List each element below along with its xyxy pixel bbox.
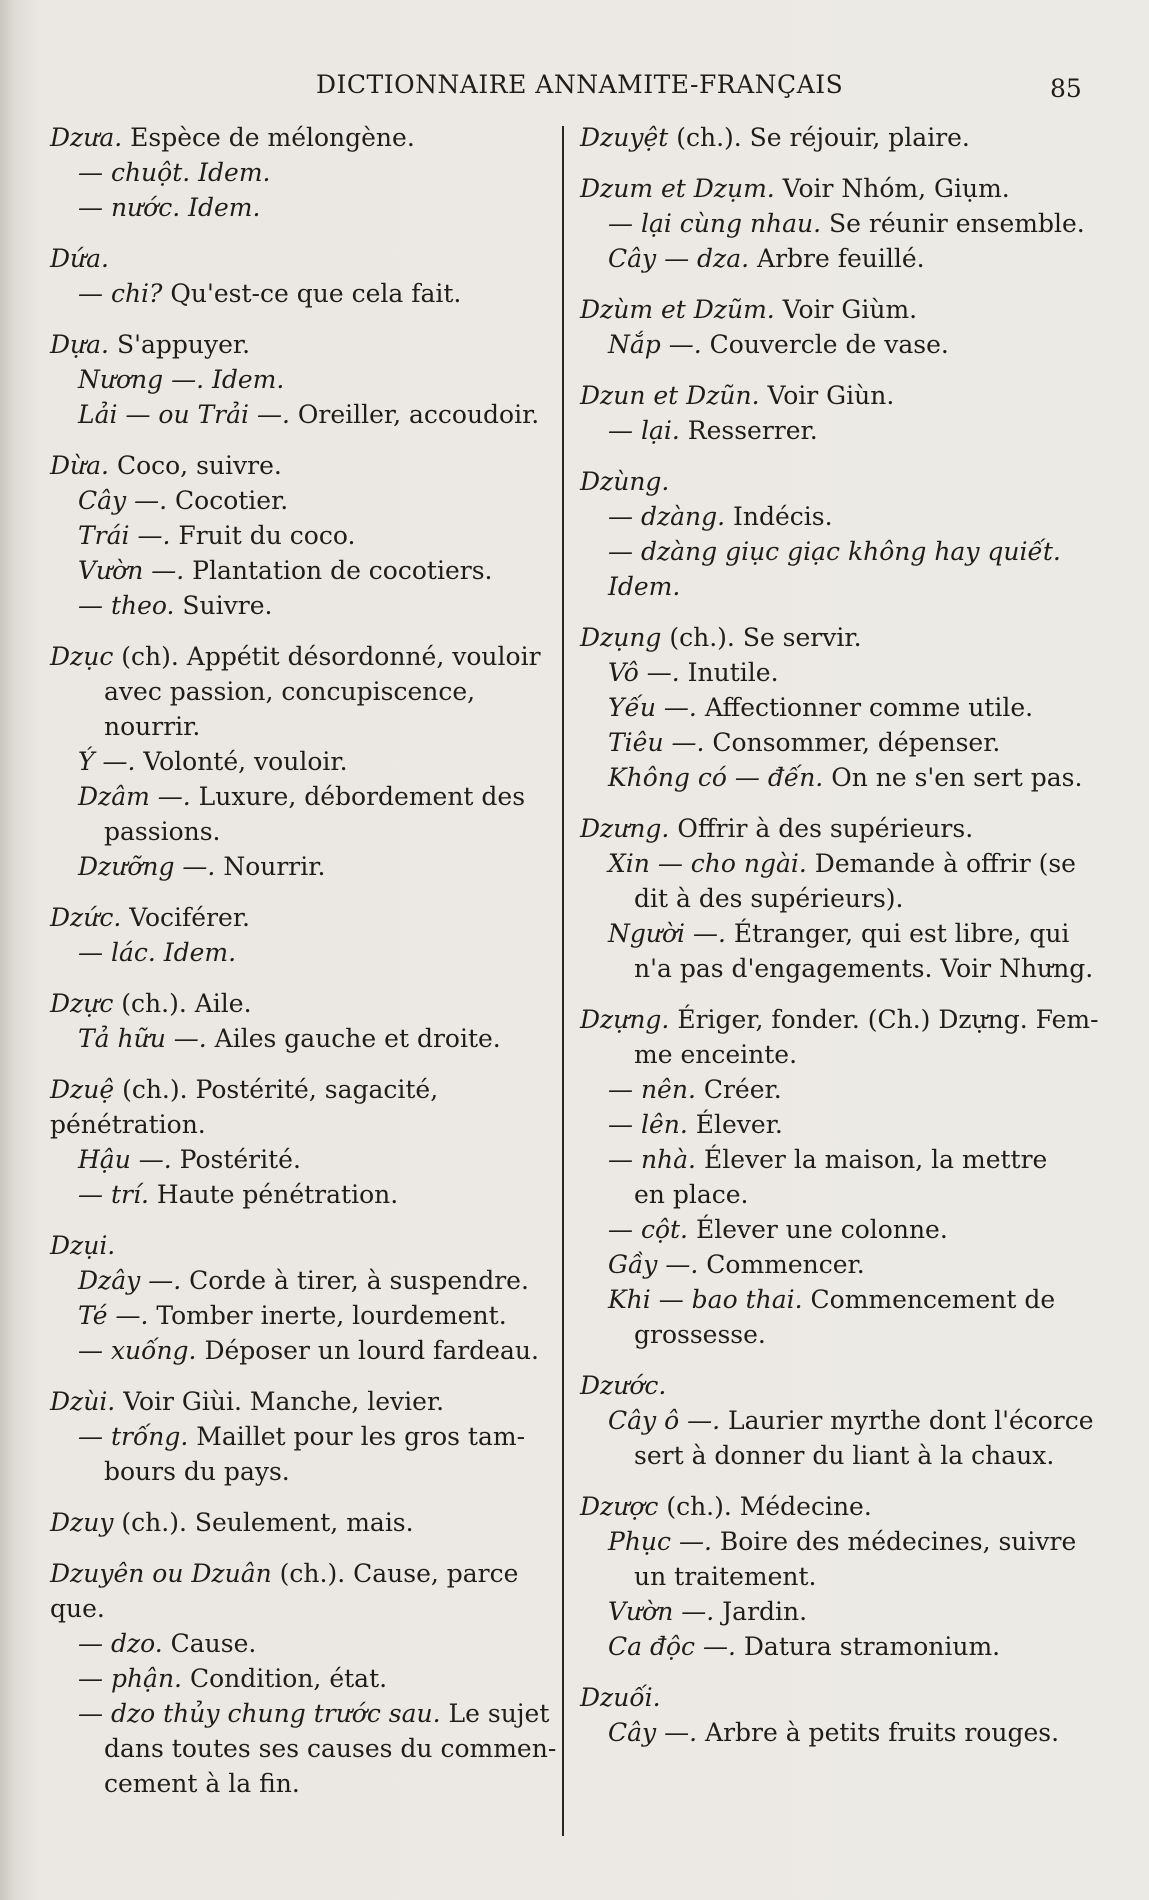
headword: Dzuyệt [580, 123, 669, 152]
sub-entry [50, 1333, 560, 1368]
entry-headline [50, 986, 560, 1021]
sub-entry [50, 588, 560, 623]
dictionary-entry [50, 1228, 560, 1368]
entry-headline [50, 241, 560, 276]
sub-entry [580, 499, 1100, 534]
dictionary-entry [50, 986, 560, 1056]
sub-entry-meaning: Idem. [155, 938, 237, 967]
sub-entry-term: — trống. [78, 1422, 189, 1451]
headword: Dzùm et Dzũm. [580, 295, 775, 324]
entry-headline [580, 378, 1100, 413]
sub-entry-meaning: Élever la maison, la mettre [696, 1145, 1048, 1174]
sub-entry [50, 155, 560, 190]
sub-entry-term: Nắp —. [608, 330, 702, 359]
dictionary-entry [50, 1556, 560, 1801]
sub-entry-meaning: Se réunir ensemble. [821, 209, 1085, 238]
definition: (ch.). Médecine. [658, 1492, 872, 1521]
entry-headline [50, 120, 560, 155]
sub-entry [580, 690, 1100, 725]
sub-entry [50, 397, 560, 432]
sub-entry-term: Ca độc —. [608, 1632, 736, 1661]
sub-entry-term: Cây —. [78, 486, 168, 515]
definition: (ch.). Se servir. [661, 623, 862, 652]
sub-entry-meaning: Déposer un lourd fardeau. [196, 1336, 539, 1365]
entry-headline [580, 1489, 1100, 1524]
sub-entry [580, 1403, 1100, 1438]
sub-entry-meaning: Arbre feuillé. [749, 244, 925, 273]
sub-entry [50, 1298, 560, 1333]
sub-entry [50, 1626, 560, 1661]
headword: Dzước. [580, 1371, 667, 1400]
headword: Dzực [50, 989, 114, 1018]
headword: Dứa. [50, 244, 109, 273]
sub-entry-term: Người —. [608, 919, 726, 948]
entry-headline [580, 171, 1100, 206]
sub-entry-meaning: Postérité. [171, 1145, 301, 1174]
entry-headline [50, 900, 560, 935]
sub-entry [580, 534, 1100, 604]
dictionary-entry [50, 900, 560, 970]
dictionary-entry [50, 639, 560, 884]
sub-entry [50, 190, 560, 225]
sub-entry-term: — chuột. [78, 158, 191, 187]
headword: Dzuệ [50, 1075, 115, 1104]
sub-entry-meaning: Tomber inerte, lourdement. [148, 1301, 507, 1330]
sub-entry-term: Dzưỡng —. [78, 852, 216, 881]
headword: Dzuối. [580, 1683, 661, 1712]
headword: Dzưng. [580, 814, 670, 843]
sub-entry [580, 916, 1100, 951]
sub-entry-meaning: Suivre. [174, 591, 273, 620]
sub-entry-meaning: Cocotier. [167, 486, 289, 515]
sub-entry-continuation: cement à la fin. [104, 1769, 300, 1798]
sub-entry-term: Vườn —. [78, 556, 185, 585]
dictionary-entry [50, 241, 560, 311]
sub-entry [580, 206, 1100, 241]
sub-entry-meaning: Inutile. [679, 658, 779, 687]
dictionary-entry [50, 120, 560, 225]
sub-entry-meaning: Arbre à petits fruits rouges. [697, 1718, 1060, 1747]
dictionary-entry [580, 120, 1100, 155]
definition: (ch). Appétit désordonné, vouloir [113, 642, 541, 671]
sub-entry [580, 1524, 1100, 1559]
dictionary-entry [580, 1489, 1100, 1664]
page-header [0, 70, 1149, 110]
sub-entry [50, 849, 560, 884]
dictionary-entry [580, 378, 1100, 448]
dictionary-entry [580, 620, 1100, 795]
sub-entry [50, 935, 560, 970]
dictionary-entry [580, 1680, 1100, 1750]
headword: Dzùi. [50, 1387, 116, 1416]
sub-entry-meaning: Fruit du coco. [170, 521, 356, 550]
sub-entry-term: Nương —. [78, 365, 205, 394]
entry-headline [50, 1505, 560, 1540]
sub-entry-meaning: Cause. [162, 1629, 257, 1658]
sub-entry [50, 744, 560, 779]
definition: (ch.). Cause, parce que. [50, 1559, 519, 1623]
sub-entry-meaning: Oreiller, accoudoir. [289, 400, 540, 429]
definition-continuation: me enceinte. [634, 1040, 798, 1069]
sub-entry-term: Dzâm —. [78, 782, 191, 811]
entry-headline [580, 1368, 1100, 1403]
sub-entry-term: Cây —. [608, 1718, 698, 1747]
entry-headline [580, 1002, 1100, 1037]
sub-entry-term: Vườn —. [608, 1597, 715, 1626]
headword: Dzục [50, 642, 114, 671]
headword: Dzựng. [580, 1005, 670, 1034]
headword: Dzum et Dzụm. [580, 174, 775, 203]
entry-headline [50, 1228, 560, 1263]
sub-entry [50, 1263, 560, 1298]
sub-entry-term: — lác. [78, 938, 156, 967]
sub-entry-term: — xuống. [78, 1336, 197, 1365]
definition: (ch.). Postérité, sagacité, pénétration. [50, 1075, 439, 1139]
dictionary-entry [50, 1384, 560, 1489]
sub-entry-continuation: dans toutes ses causes du commen- [104, 1734, 557, 1763]
sub-entry-term: Trái —. [78, 521, 171, 550]
sub-entry-meaning: Demande à offrir (se [806, 849, 1076, 878]
sub-entry-term: Khi — bao thai. [608, 1285, 803, 1314]
definition: Voir Giùi. Manche, levier. [115, 1387, 445, 1416]
sub-entry-term: Không có — đến. [608, 763, 824, 792]
sub-entry [50, 1661, 560, 1696]
sub-entry-meaning: Commencer. [698, 1250, 865, 1279]
sub-entry-meaning: Affectionner comme utile. [696, 693, 1034, 722]
headword: Dựa. [50, 330, 109, 359]
sub-entry-meaning: Datura stramonium. [735, 1632, 1001, 1661]
headword: Dừa. [50, 451, 109, 480]
sub-entry-term: — dzo. [78, 1629, 163, 1658]
sub-entry-meaning: Consommer, dépenser. [704, 728, 1001, 757]
sub-entry-term: — lên. [608, 1110, 688, 1139]
definition: Voir Nhóm, Giụm. [774, 174, 1010, 203]
entry-headline [580, 620, 1100, 655]
sub-entry-continuation: passions. [104, 817, 221, 846]
headword: Dzược [580, 1492, 659, 1521]
dictionary-entry [580, 464, 1100, 604]
page-number: 85 [1050, 74, 1082, 103]
entry-headline [580, 120, 1100, 155]
definition: Espèce de mélongène. [122, 123, 415, 152]
headword: Dzức. [50, 903, 122, 932]
sub-entry-meaning: Élever. [687, 1110, 783, 1139]
definition-continuation: avec passion, concupiscence, nourrir. [104, 677, 476, 741]
headword: Dzun et Dzũn. [580, 381, 760, 410]
entry-headline [50, 1072, 560, 1142]
sub-entry-term: — lại cùng nhau. [608, 209, 822, 238]
headword: Dzuy [50, 1508, 114, 1537]
dictionary-entry [580, 1368, 1100, 1473]
sub-entry-meaning: Jardin. [714, 1597, 808, 1626]
sub-entry [50, 1696, 560, 1731]
sub-entry-meaning: Nourrir. [215, 852, 326, 881]
entry-headline [50, 639, 560, 674]
sub-entry-continuation: un traitement. [634, 1562, 817, 1591]
sub-entry-meaning: Le sujet [440, 1699, 550, 1728]
sub-entry-meaning: Idem. [180, 193, 261, 222]
dictionary-entry [50, 1505, 560, 1540]
sub-entry-meaning: Maillet pour les gros tam- [188, 1422, 526, 1451]
sub-entry-meaning: Indécis. [725, 502, 833, 531]
sub-entry [580, 760, 1100, 795]
sub-entry [580, 327, 1100, 362]
column-divider [562, 126, 564, 1836]
definition: Vociférer. [121, 903, 250, 932]
headword: Dzùng. [580, 467, 670, 496]
sub-entry-continuation: dit à des supérieurs). [634, 884, 904, 913]
sub-entry-meaning: Resserrer. [679, 416, 818, 445]
sub-entry [580, 1247, 1100, 1282]
sub-entry-term: Té —. [78, 1301, 149, 1330]
definition: Voir Giùm. [774, 295, 918, 324]
definition: S'appuyer. [109, 330, 251, 359]
sub-entry [580, 846, 1100, 881]
sub-entry-meaning: Créer. [695, 1075, 782, 1104]
dictionary-entry [50, 448, 560, 623]
sub-entry [50, 553, 560, 588]
sub-entry-meaning: Étranger, qui est libre, qui [725, 919, 1070, 948]
sub-entry-continuation: n'a pas d'engagements. Voir Nhưng. [634, 954, 1094, 983]
sub-entry [580, 1212, 1100, 1247]
sub-entry-continuation: grossesse. [634, 1320, 766, 1349]
sub-entry [580, 413, 1100, 448]
sub-entry [580, 1594, 1100, 1629]
sub-entry-continuation: bours du pays. [104, 1457, 290, 1486]
sub-entry-term: — trí. [78, 1180, 149, 1209]
sub-entry-continuation: sert à donner du liant à la chaux. [634, 1441, 1055, 1470]
sub-entry [50, 483, 560, 518]
definition: (ch.). Seulement, mais. [113, 1508, 414, 1537]
dictionary-entry [50, 1072, 560, 1212]
sub-entry-term: Tả hữu —. [78, 1024, 207, 1053]
entry-headline [580, 1680, 1100, 1715]
entry-headline [50, 327, 560, 362]
sub-entry [50, 1142, 560, 1177]
dictionary-entry [580, 1002, 1100, 1352]
running-title: DICTIONNAIRE ANNAMITE-FRANÇAIS [316, 70, 844, 99]
definition: (ch.). Se réjouir, plaire. [668, 123, 970, 152]
sub-entry-meaning: Plantation de cocotiers. [184, 556, 493, 585]
sub-entry-term: Yếu —. [608, 693, 697, 722]
entry-headline [50, 1556, 560, 1626]
sub-entry [580, 1107, 1100, 1142]
definition: Coco, suivre. [109, 451, 282, 480]
sub-entry-meaning: Condition, état. [182, 1664, 388, 1693]
sub-entry-meaning: Élever une colonne. [688, 1215, 948, 1244]
sub-entry-term: Cây ô —. [608, 1406, 721, 1435]
headword: Dzụng [580, 623, 662, 652]
sub-entry-meaning: Idem. [204, 365, 285, 394]
headword: Dzụi. [50, 1231, 116, 1260]
dictionary-entry [580, 292, 1100, 362]
sub-entry [580, 1629, 1100, 1664]
sub-entry-continuation: en place. [634, 1180, 749, 1209]
sub-entry-term: Xin — cho ngài. [608, 849, 807, 878]
sub-entry-term: — theo. [78, 591, 175, 620]
sub-entry-term: Lải — ou Trải —. [78, 400, 290, 429]
sub-entry [580, 655, 1100, 690]
sub-entry-term: — lại. [608, 416, 680, 445]
sub-entry-term: — chi? [78, 279, 163, 308]
sub-entry [580, 1282, 1100, 1317]
sub-entry-meaning: Idem. [608, 572, 681, 601]
entry-headline [580, 811, 1100, 846]
sub-entry-term: Cây — dza. [608, 244, 750, 273]
sub-entry [50, 1021, 560, 1056]
sub-entry-term: Hậu —. [78, 1145, 172, 1174]
right-column [580, 120, 1100, 1766]
sub-entry-term: Vô —. [608, 658, 680, 687]
sub-entry-term: Ý —. [78, 747, 136, 776]
sub-entry [580, 1715, 1100, 1750]
sub-entry-term: — dzo thủy chung trước sau. [78, 1699, 441, 1728]
sub-entry-meaning: Volonté, vouloir. [135, 747, 348, 776]
sub-entry-term: — cột. [608, 1215, 688, 1244]
sub-entry-meaning: Ailes gauche et droite. [206, 1024, 501, 1053]
sub-entry-term: — dzàng giục giạc không hay quiết. [608, 537, 1061, 566]
sub-entry-term: — nên. [608, 1075, 696, 1104]
sub-entry-meaning: Laurier myrthe dont l'écorce [720, 1406, 1094, 1435]
sub-entry-term: — nước. [78, 193, 181, 222]
entry-headline [50, 448, 560, 483]
headword: Dzưa. [50, 123, 123, 152]
sub-entry-term: — nhà. [608, 1145, 697, 1174]
definition: (ch.). Aile. [113, 989, 252, 1018]
left-column [50, 120, 560, 1817]
sub-entry-term: Phục —. [608, 1527, 712, 1556]
sub-entry [580, 241, 1100, 276]
sub-entry-meaning: Corde à tirer, à suspendre. [181, 1266, 529, 1295]
definition: Ériger, fonder. (Ch.) Dzựng. Fem- [669, 1005, 1099, 1034]
definition: Voir Giùn. [759, 381, 895, 410]
sub-entry-meaning: Haute pénétration. [148, 1180, 399, 1209]
sub-entry [580, 725, 1100, 760]
sub-entry-meaning: Couvercle de vase. [701, 330, 949, 359]
sub-entry [580, 1142, 1100, 1177]
sub-entry-meaning: Idem. [190, 158, 271, 187]
entry-headline [50, 1384, 560, 1419]
sub-entry-term: — dzàng. [608, 502, 726, 531]
dictionary-entry [580, 171, 1100, 276]
sub-entry-meaning: Commencement de [802, 1285, 1056, 1314]
dictionary-entry [50, 327, 560, 432]
sub-entry [50, 779, 560, 814]
sub-entry-term: — phận. [78, 1664, 183, 1693]
sub-entry [580, 1072, 1100, 1107]
entry-headline [580, 292, 1100, 327]
entry-headline [580, 464, 1100, 499]
definition: Offrir à des supérieurs. [669, 814, 974, 843]
sub-entry-term: Tiêu —. [608, 728, 705, 757]
sub-entry [50, 1419, 560, 1454]
sub-entry-meaning: Boire des médecines, suivre [711, 1527, 1077, 1556]
sub-entry [50, 362, 560, 397]
sub-entry [50, 276, 560, 311]
dictionary-entry [580, 811, 1100, 986]
sub-entry-meaning: Qu'est-ce que cela fait. [162, 279, 462, 308]
sub-entry [50, 1177, 560, 1212]
sub-entry-term: Gầy —. [608, 1250, 699, 1279]
sub-entry [50, 518, 560, 553]
sub-entry-term: Dzây —. [78, 1266, 182, 1295]
headword: Dzuyên ou Dzuân [50, 1559, 272, 1588]
sub-entry-meaning: On ne s'en sert pas. [823, 763, 1083, 792]
sub-entry-meaning: Luxure, débordement des [190, 782, 526, 811]
